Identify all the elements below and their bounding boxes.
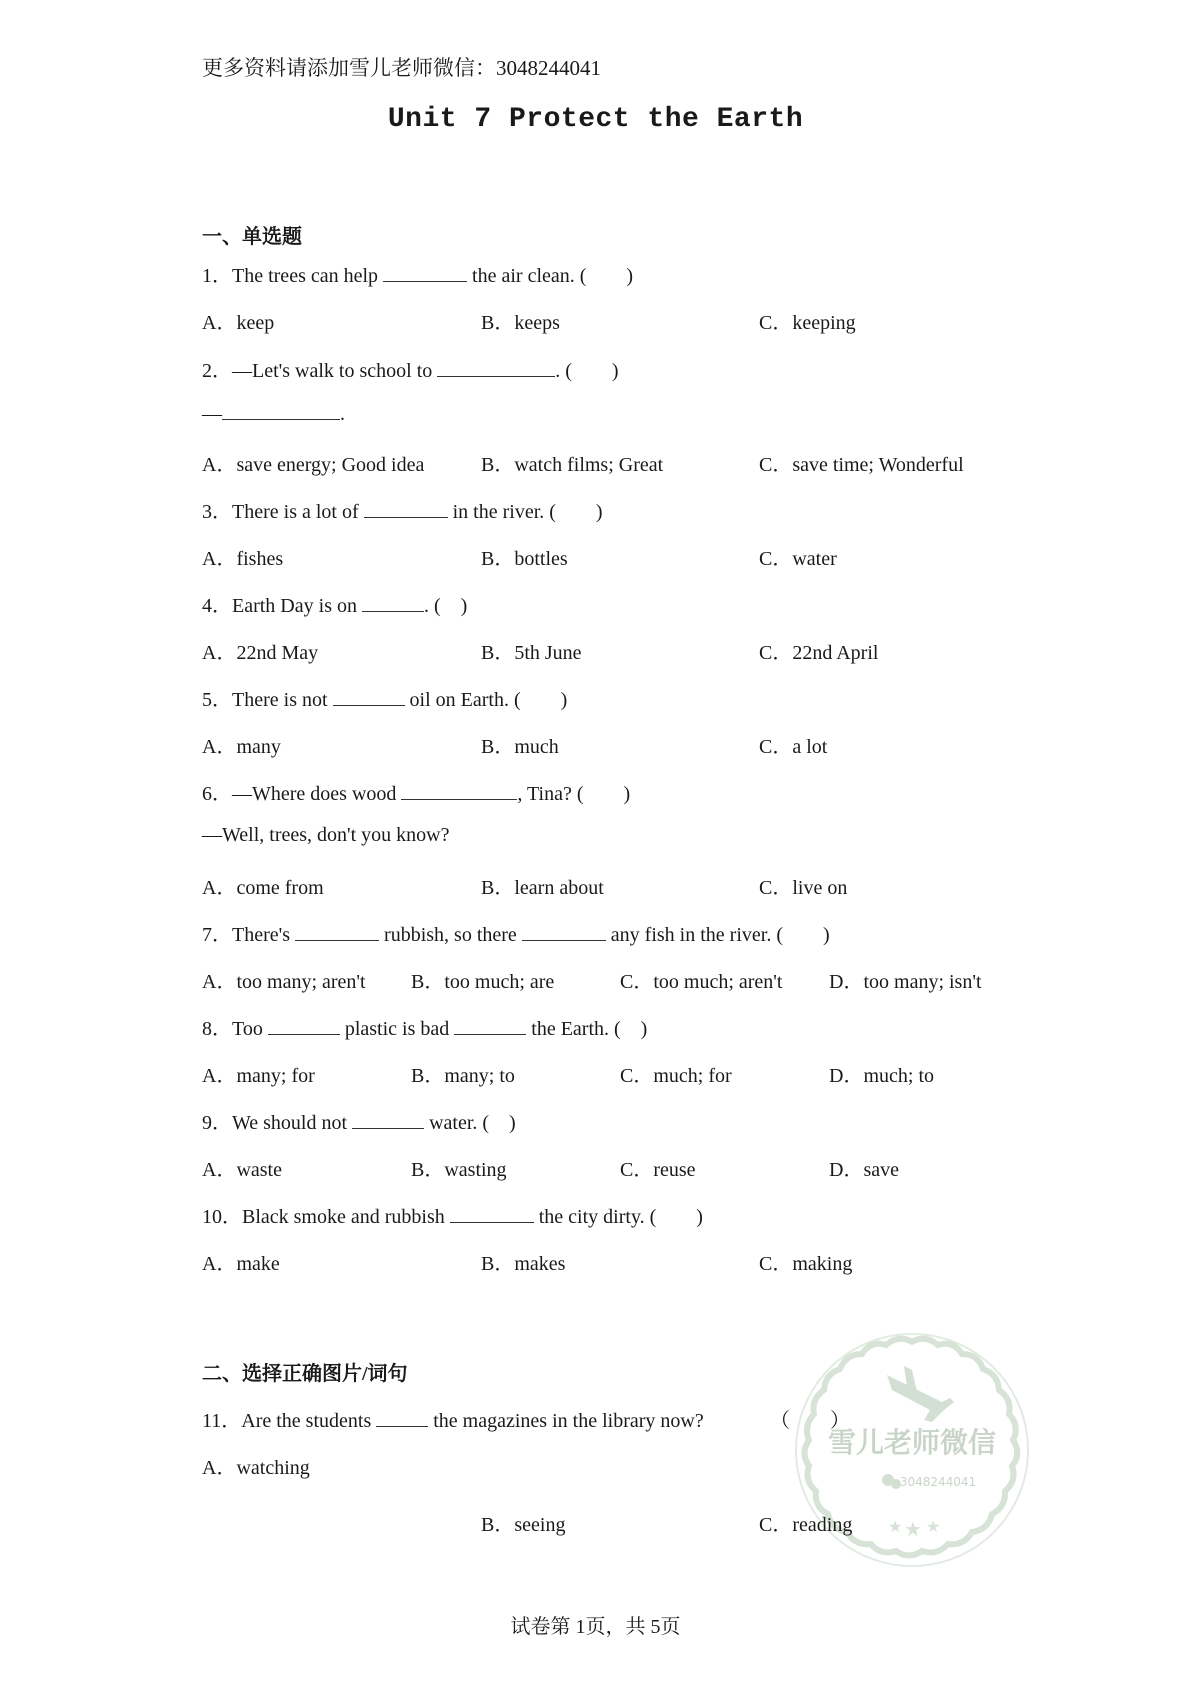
option-c[interactable]: C．keeping — [759, 312, 856, 334]
option-c[interactable]: C．much; for — [620, 1065, 732, 1087]
answer-blank[interactable] — [362, 593, 424, 612]
stars-icon — [888, 1517, 940, 1541]
svg-text:3048244041: 3048244041 — [899, 1475, 977, 1489]
question-text: , Tina? ( ) — [517, 783, 631, 805]
option-b[interactable]: B．too much; are — [411, 971, 555, 993]
option-d[interactable]: D．save — [829, 1159, 899, 1181]
option-a[interactable]: A．many — [202, 736, 281, 758]
question-text: the Earth. ( ) — [526, 1018, 648, 1040]
question-6-reply: —Well, trees, don't you know? — [202, 824, 450, 846]
question-text: in the river. ( ) — [447, 501, 603, 523]
question-text: the magazines in the library now? — [428, 1410, 704, 1432]
option-c[interactable]: C．too much; aren't — [620, 971, 783, 993]
question-text: any fish in the river. ( ) — [605, 924, 830, 946]
question-9 — [202, 1106, 516, 1135]
option-c[interactable]: C．reading — [759, 1514, 853, 1536]
answer-blank[interactable] — [383, 263, 467, 282]
question-text: oil on Earth. ( ) — [404, 689, 568, 711]
option-a[interactable]: A．keep — [202, 312, 275, 334]
answer-blank[interactable] — [364, 499, 448, 518]
option-c[interactable]: C．live on — [759, 877, 848, 899]
option-b[interactable]: B．many; to — [411, 1065, 515, 1087]
answer-blank[interactable] — [450, 1204, 534, 1223]
question-text: plastic is bad — [339, 1018, 455, 1040]
answer-blank[interactable] — [522, 922, 606, 941]
question-number: 4． — [202, 595, 232, 617]
option-b[interactable]: B．5th June — [481, 642, 582, 664]
option-d[interactable]: D．much; to — [829, 1065, 934, 1087]
page-footer: 试卷第 1页，共 5页 — [510, 1616, 681, 1638]
answer-blank[interactable] — [437, 358, 555, 377]
option-a[interactable]: A．make — [202, 1253, 280, 1275]
question-text: the city dirty. ( ) — [533, 1206, 703, 1228]
question-number: 8． — [202, 1018, 232, 1040]
option-a[interactable]: A．fishes — [202, 548, 284, 570]
option-b[interactable]: B．keeps — [481, 312, 560, 334]
answer-paren[interactable]: （ ） — [770, 1410, 850, 1432]
option-a[interactable]: A．too many; aren't — [202, 971, 366, 993]
question-text: the air clean. ( ) — [467, 265, 634, 287]
answer-blank[interactable] — [295, 922, 379, 941]
option-a[interactable]: A．come from — [202, 877, 324, 899]
question-7 — [202, 918, 830, 947]
option-c[interactable]: C．a lot — [759, 736, 828, 758]
answer-blank[interactable] — [222, 401, 340, 420]
question-number: 10． — [202, 1206, 242, 1228]
question-number: 3． — [202, 501, 232, 523]
question-5 — [202, 683, 567, 712]
option-b[interactable]: B．watch films; Great — [481, 454, 664, 476]
question-number: 2． — [202, 360, 232, 382]
question-8 — [202, 1012, 647, 1041]
header-note: 更多资料请添加雪儿老师微信：3048244041 — [202, 56, 601, 80]
airplane-icon — [887, 1366, 954, 1422]
question-text: . ( ) — [555, 360, 619, 382]
question-text: water. ( ) — [424, 1112, 516, 1134]
answer-blank[interactable] — [401, 781, 517, 800]
svg-text:★: ★ — [904, 1517, 922, 1541]
question-text: . ( ) — [423, 595, 468, 617]
question-text: Earth Day is on — [232, 595, 362, 617]
question-text: We should not — [232, 1112, 353, 1134]
page-title: Unit 7 Protect the Earth — [387, 104, 804, 135]
question-number: 6． — [202, 783, 232, 805]
option-a[interactable]: A．watching — [202, 1457, 310, 1479]
option-b[interactable]: B．seeing — [481, 1514, 566, 1536]
question-text: The trees can help — [232, 265, 384, 287]
svg-text:★: ★ — [888, 1517, 903, 1536]
option-a[interactable]: A．waste — [202, 1159, 282, 1181]
option-a[interactable]: A．many; for — [202, 1065, 315, 1087]
option-c[interactable]: C．reuse — [620, 1159, 696, 1181]
question-3 — [202, 495, 603, 524]
question-number: 9． — [202, 1112, 232, 1134]
question-1 — [202, 259, 633, 288]
question-11 — [202, 1404, 704, 1433]
option-c[interactable]: C．making — [759, 1253, 853, 1275]
option-b[interactable]: B．wasting — [411, 1159, 507, 1181]
question-text: There's — [232, 924, 296, 946]
option-a[interactable]: A．22nd May — [202, 642, 319, 664]
answer-blank[interactable] — [268, 1016, 340, 1035]
answer-blank[interactable] — [454, 1016, 526, 1035]
option-b[interactable]: B．makes — [481, 1253, 566, 1275]
option-b[interactable]: B．bottles — [481, 548, 568, 570]
option-c[interactable]: C．22nd April — [759, 642, 879, 664]
section-heading-1: 一、单选题 — [202, 226, 302, 248]
question-6 — [202, 777, 630, 806]
answer-blank[interactable] — [376, 1408, 428, 1427]
option-c[interactable]: C．water — [759, 548, 837, 570]
answer-blank[interactable] — [333, 687, 405, 706]
question-4 — [202, 589, 467, 618]
question-10 — [202, 1200, 703, 1229]
question-number: 5． — [202, 689, 232, 711]
option-c[interactable]: C．save time; Wonderful — [759, 454, 964, 476]
option-d[interactable]: D．too many; isn't — [829, 971, 982, 993]
question-text: rubbish, so there — [379, 924, 522, 946]
question-text: There is a lot of — [232, 501, 364, 523]
question-number: 11． — [202, 1410, 242, 1432]
option-b[interactable]: B．much — [481, 736, 559, 758]
answer-blank[interactable] — [352, 1110, 424, 1129]
question-2-reply: — . — [202, 403, 345, 425]
question-text: There is not — [232, 689, 333, 711]
question-text: —Let's walk to school to — [232, 360, 438, 382]
section-heading-2: 二、选择正确图片/词句 — [202, 1363, 408, 1385]
question-number: 7． — [202, 924, 232, 946]
svg-text:★: ★ — [926, 1517, 941, 1536]
svg-text:雪儿老师微信: 雪儿老师微信 — [827, 1426, 997, 1459]
question-text: Black smoke and rubbish — [242, 1206, 450, 1228]
option-b[interactable]: B．learn about — [481, 877, 604, 899]
question-text: Are the students — [241, 1410, 377, 1432]
question-2 — [202, 354, 619, 383]
question-text: —Where does wood — [232, 783, 402, 805]
question-number: 1． — [202, 265, 232, 287]
question-text: Too — [232, 1018, 268, 1040]
option-a[interactable]: A．save energy; Good idea — [202, 454, 425, 476]
